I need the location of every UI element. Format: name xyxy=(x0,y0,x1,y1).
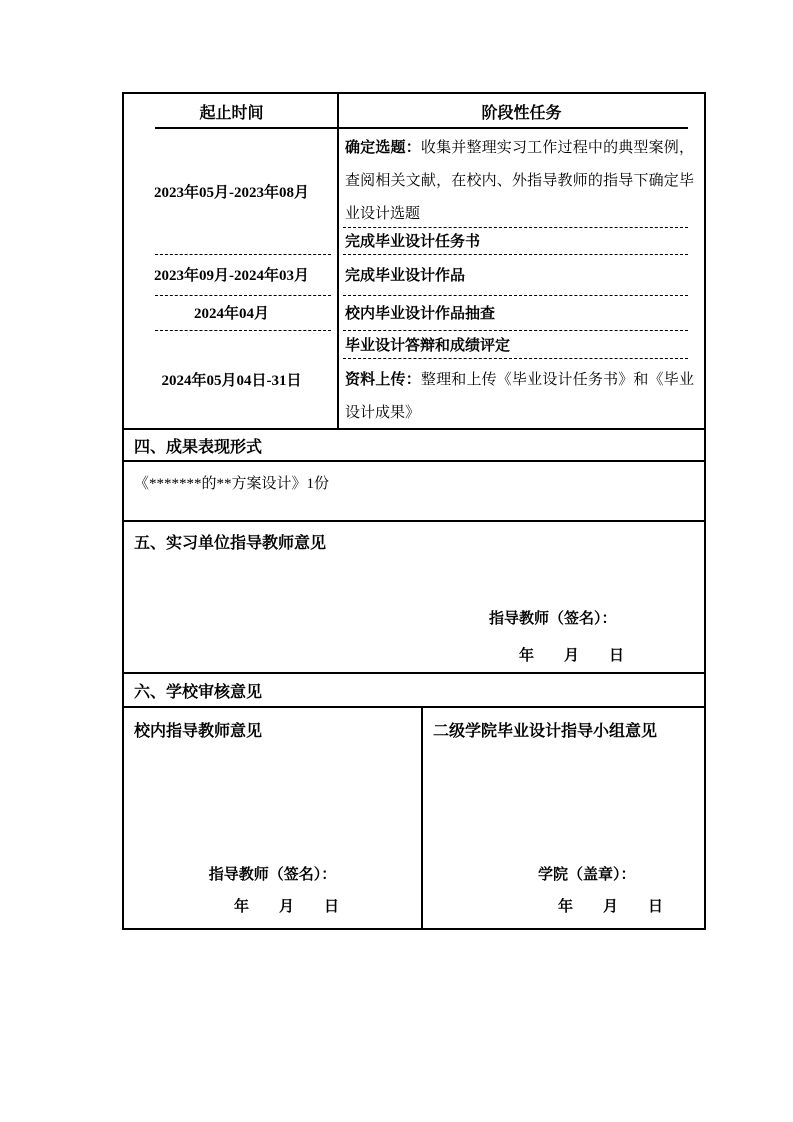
dashed-separator xyxy=(155,330,331,331)
task-text xyxy=(339,129,704,227)
section4-content: 《*******的**方案设计》1份 xyxy=(124,460,704,520)
section6-title: 六、学校审核意见 xyxy=(124,672,704,706)
date-range-3: 2024年04月 xyxy=(193,306,269,322)
date-label: 年 月 日 xyxy=(233,899,339,915)
dashed-separator xyxy=(343,330,688,331)
task-body: 收集并整理实习工作过程中的典型案例，查阅相关文献，在校内、外指导教师的指导下确定毕业设计选题 xyxy=(345,140,694,222)
date-range-1: 2023年05月-2023年08月 xyxy=(154,185,309,201)
date-label: 年 月 日 xyxy=(519,648,625,664)
task-cell-1 xyxy=(339,129,704,254)
college-seal-label: 学院（盖章）： xyxy=(538,867,636,883)
dashed-separator xyxy=(343,254,688,255)
dashed-separator xyxy=(343,227,688,228)
college-group-opinion-title: 二级学院毕业设计指导小组意见 xyxy=(433,723,658,740)
task-text: 完成毕业设计任务书 xyxy=(345,234,481,250)
dashed-separator xyxy=(155,254,331,255)
section5 xyxy=(124,520,704,672)
header-underline xyxy=(155,127,688,129)
campus-advisor-opinion-cell xyxy=(124,708,423,928)
college-group-opinion-cell xyxy=(423,708,704,928)
task-cell-3 xyxy=(339,295,704,330)
dashed-separator xyxy=(155,295,331,296)
schedule-row-3 xyxy=(124,295,704,330)
section5-title: 五、实习单位指导教师意见 xyxy=(134,535,327,552)
column-divider xyxy=(337,94,339,428)
schedule-row-4 xyxy=(124,330,704,428)
dashed-separator xyxy=(343,295,688,296)
section6-body xyxy=(124,706,704,928)
section4-title: 四、成果表现形式 xyxy=(124,428,704,460)
date-range-4: 2024年05月04日-31日 xyxy=(161,372,302,389)
schedule-header-row xyxy=(124,94,704,129)
task-text: 完成毕业设计作品 xyxy=(345,268,466,284)
campus-advisor-opinion-title: 校内指导教师意见 xyxy=(134,723,263,740)
schedule-row-2 xyxy=(124,254,704,295)
task-text: 毕业设计答辩和成绩评定 xyxy=(345,337,511,354)
task-label: 确定选题： xyxy=(345,140,421,156)
advisor-signature-label: 指导教师（签名）： xyxy=(208,867,337,883)
date-range-2: 2023年09月-2024年03月 xyxy=(154,268,309,284)
dashed-separator xyxy=(343,358,688,359)
task-text: 校内毕业设计作品抽查 xyxy=(345,306,496,322)
col-header-task: 阶段性任务 xyxy=(481,105,562,122)
task-body: 整理和上传《毕业设计任务书》和《毕业设计成果》 xyxy=(345,372,694,421)
date-label: 年 月 日 xyxy=(558,899,664,915)
form-table xyxy=(122,92,706,930)
schedule-row-1 xyxy=(124,129,704,254)
col-header-time: 起止时间 xyxy=(199,105,264,122)
schedule-table xyxy=(124,94,704,428)
task-text xyxy=(339,358,704,428)
task-cell-4 xyxy=(339,330,704,428)
task-label: 资料上传： xyxy=(345,372,421,388)
task-cell-2 xyxy=(339,254,704,295)
advisor-signature-label: 指导教师（签名）： xyxy=(489,611,617,627)
